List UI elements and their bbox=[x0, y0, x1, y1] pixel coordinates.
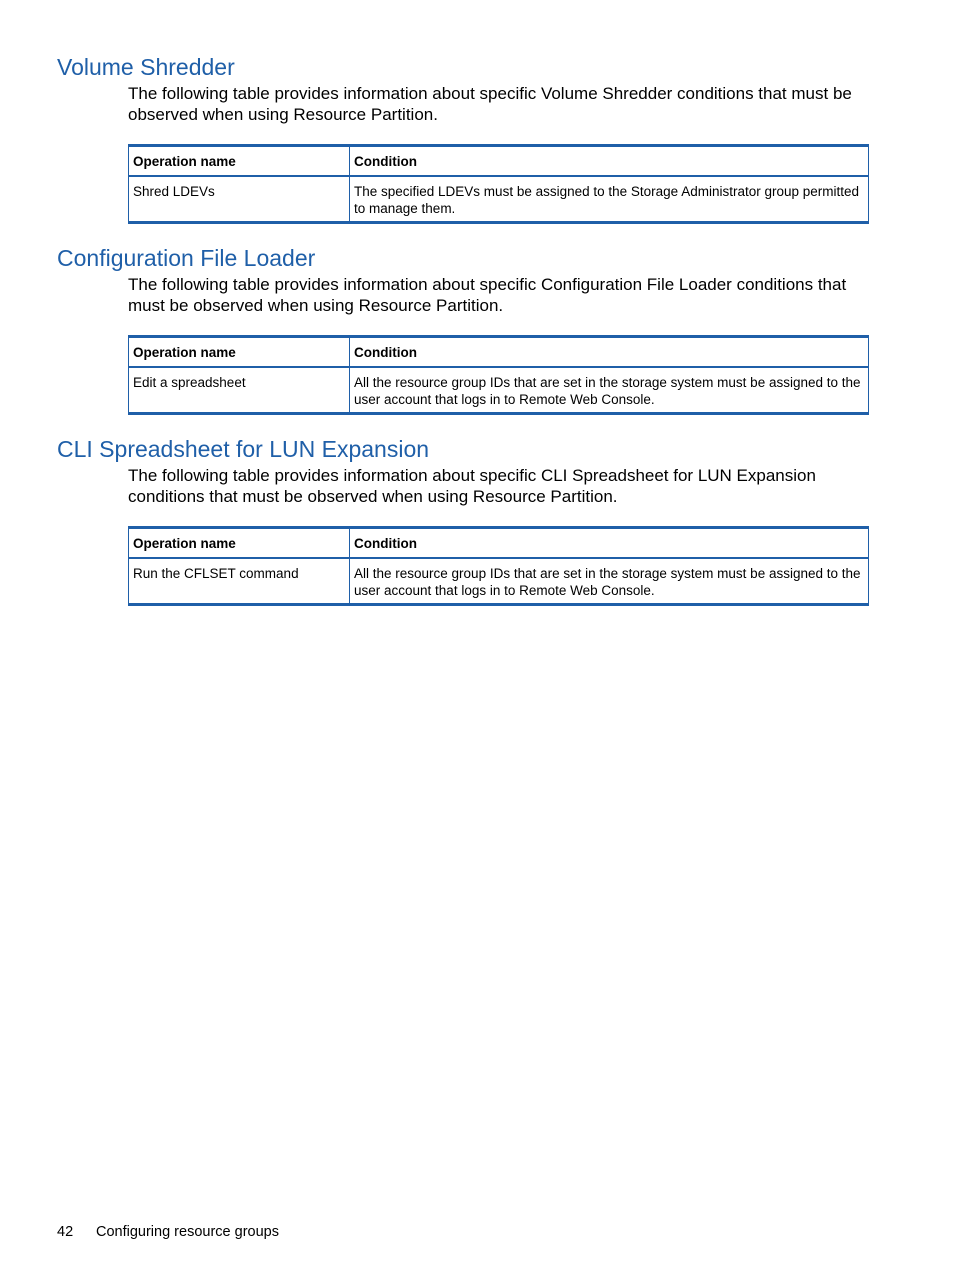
operation-name-cell: Shred LDEVs bbox=[129, 176, 350, 223]
column-header-operation-name: Operation name bbox=[129, 337, 350, 368]
table-row bbox=[129, 367, 869, 414]
conditions-table bbox=[128, 526, 869, 606]
table-header-row bbox=[129, 337, 869, 368]
section-intro: The following table provides information about specific Configuration File Loader conditions that must be observed when using Resource Partition. bbox=[128, 275, 847, 315]
section-intro: The following table provides information about specific CLI Spreadsheet for LUN Expansion conditions that must be observed when using Resource Partition. bbox=[128, 466, 816, 506]
condition-cell: The specified LDEVs must be assigned to the Storage Administrator group permitted to manage them. bbox=[350, 176, 869, 223]
condition-cell: All the resource group IDs that are set in the storage system must be assigned to the user account that logs in to Remote Web Console. bbox=[350, 367, 869, 414]
operation-name-cell: Edit a spreadsheet bbox=[129, 367, 350, 414]
column-header-operation-name: Operation name bbox=[129, 146, 350, 177]
column-header-operation-name: Operation name bbox=[129, 528, 350, 559]
section-title: Configuration File Loader bbox=[57, 245, 316, 271]
table-row bbox=[129, 558, 869, 605]
column-header-condition: Condition bbox=[350, 146, 869, 177]
section-title: CLI Spreadsheet for LUN Expansion bbox=[57, 436, 430, 462]
column-header-condition: Condition bbox=[350, 528, 869, 559]
table-header-row bbox=[129, 528, 869, 559]
column-header-condition: Condition bbox=[350, 337, 869, 368]
chapter-title: Configuring resource groups bbox=[96, 1224, 279, 1240]
operation-name-cell: Run the CFLSET command bbox=[129, 558, 350, 605]
page-number: 42 bbox=[57, 1224, 74, 1240]
table-row bbox=[129, 176, 869, 223]
conditions-table bbox=[128, 335, 869, 415]
section-title: Volume Shredder bbox=[57, 54, 235, 80]
conditions-table bbox=[128, 144, 869, 224]
section-intro: The following table provides information about specific Volume Shredder conditions that must be observed when using Resource Partition. bbox=[128, 84, 852, 124]
condition-cell: All the resource group IDs that are set in the storage system must be assigned to the user account that logs in to Remote Web Console. bbox=[350, 558, 869, 605]
page-footer bbox=[57, 1223, 279, 1241]
table-header-row bbox=[129, 146, 869, 177]
